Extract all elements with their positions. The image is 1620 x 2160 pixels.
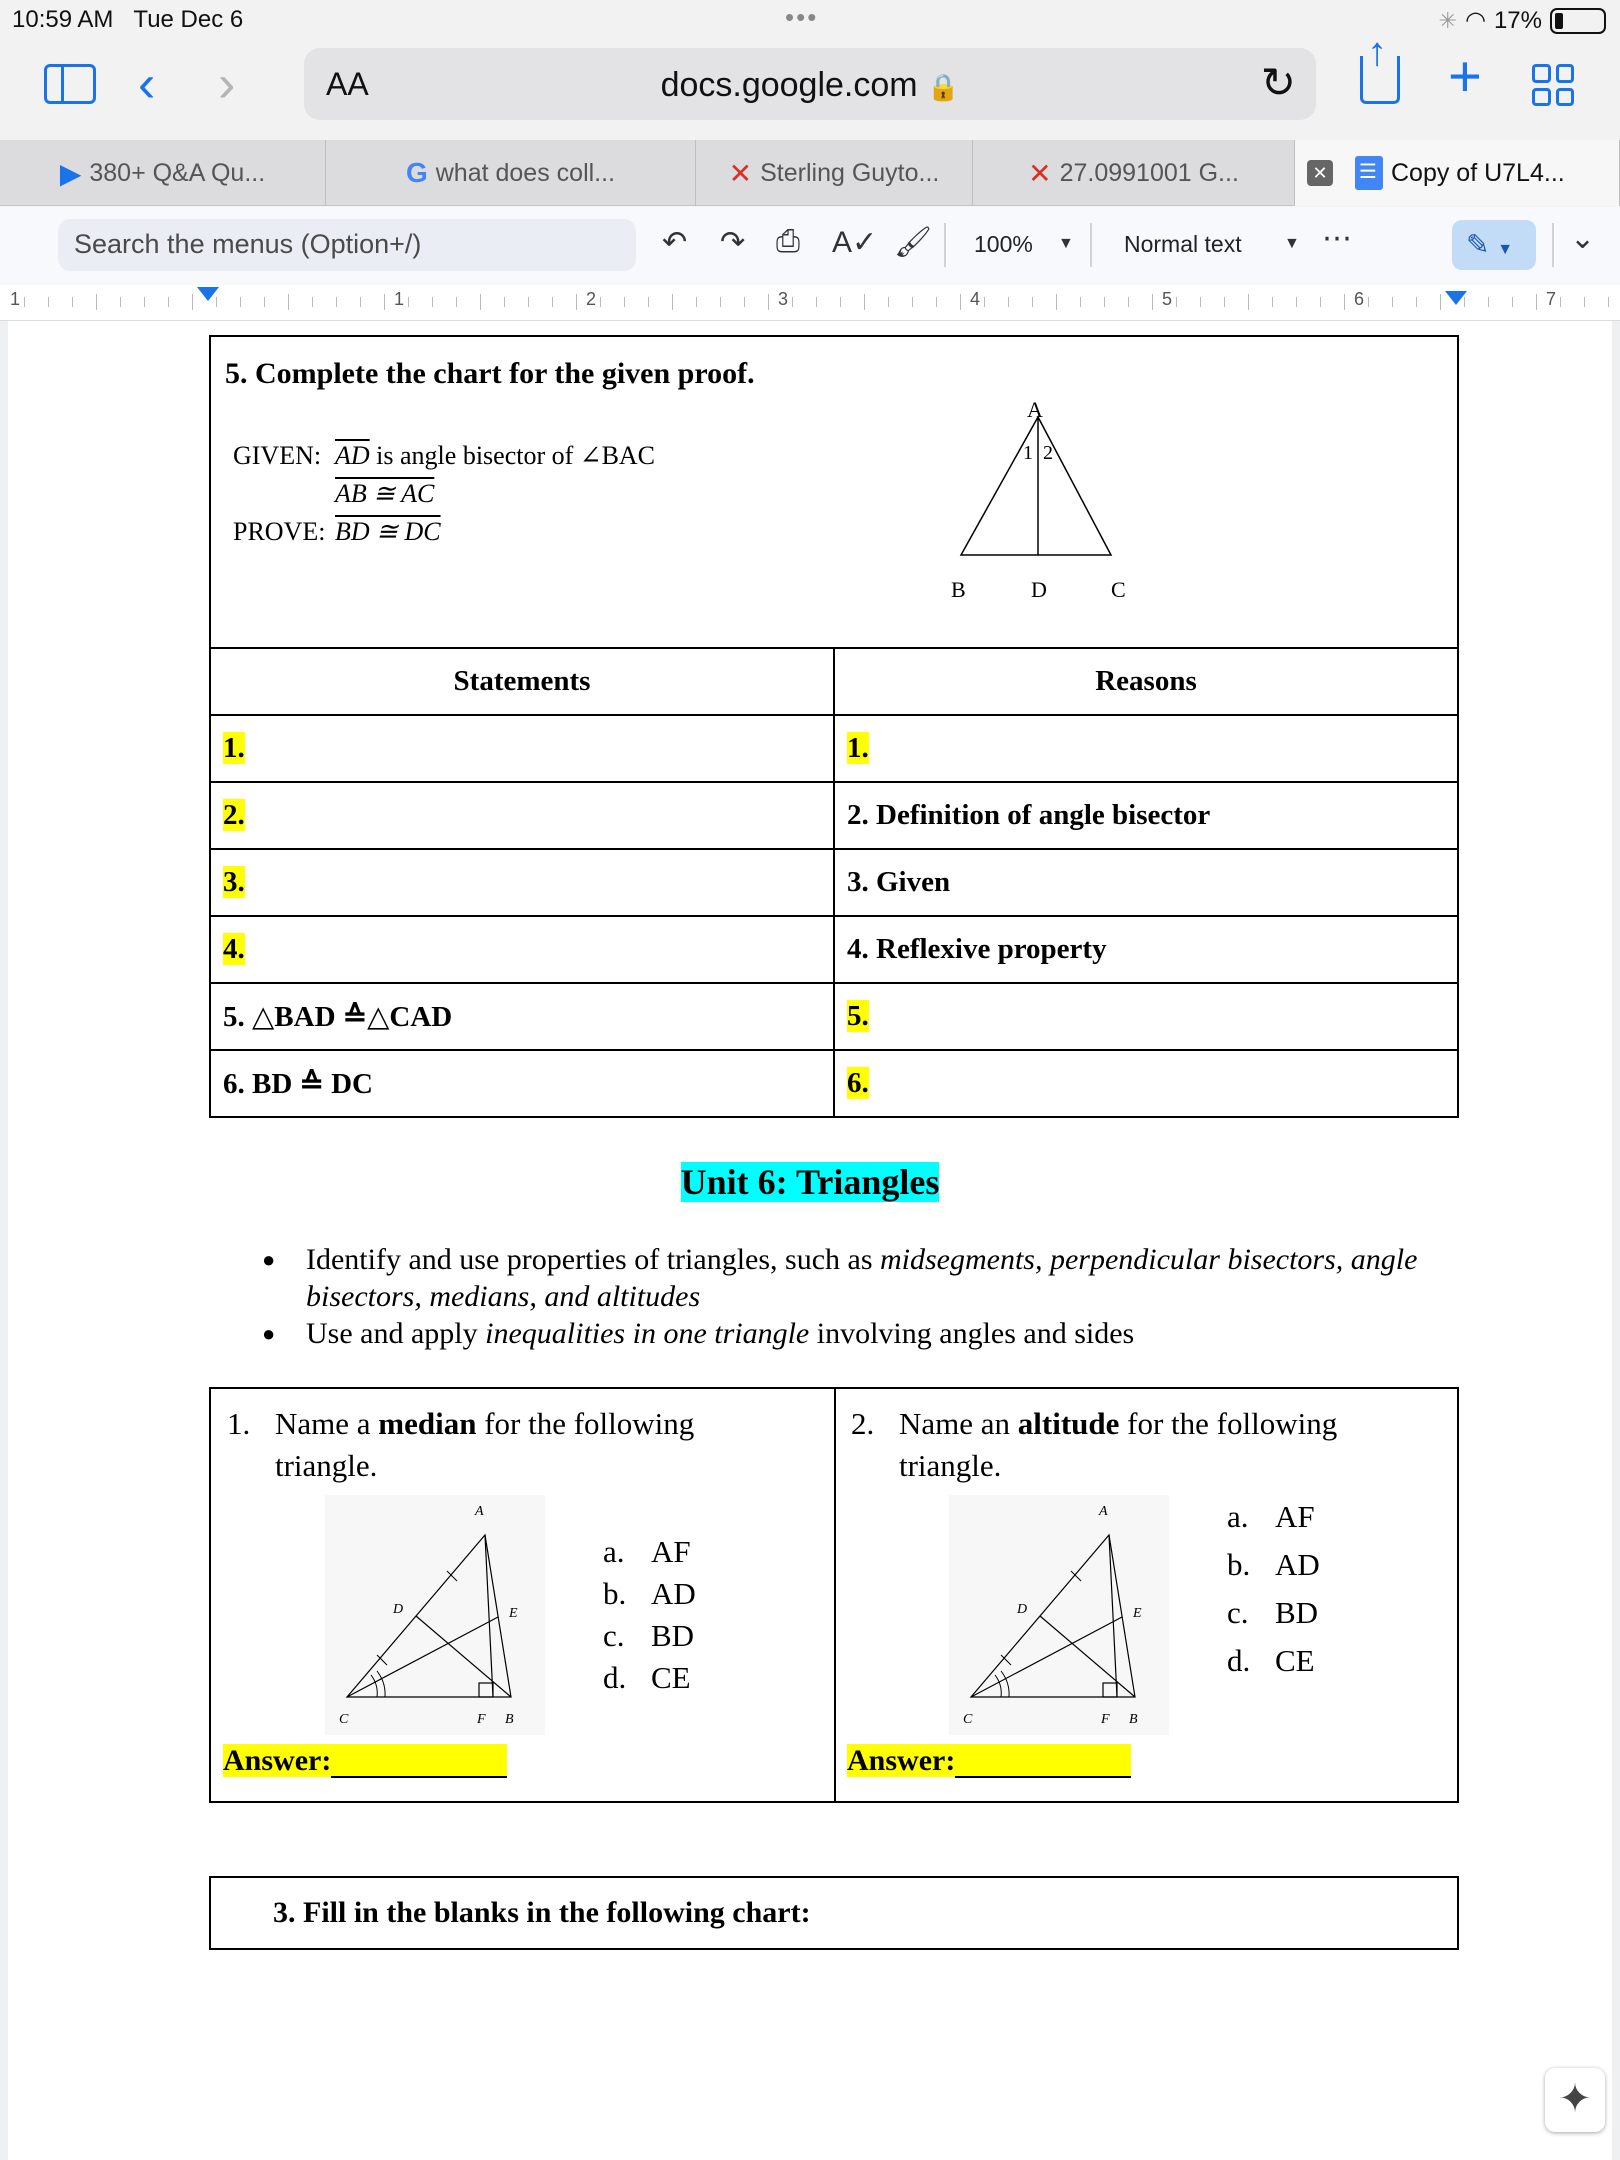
- paragraph-style-select[interactable]: Normal text: [1124, 231, 1242, 257]
- browser-tab[interactable]: ▶ 380+ Q&A Qu...: [0, 140, 326, 206]
- reason-cell[interactable]: 5.: [834, 983, 1458, 1050]
- new-tab-icon[interactable]: +: [1448, 44, 1482, 109]
- angle-label: 2: [1043, 442, 1053, 464]
- table-row: [210, 916, 1458, 983]
- vertex-label: B: [505, 1712, 514, 1727]
- ruler-number: 4: [970, 289, 981, 309]
- menu-search-input[interactable]: Search the menus (Option+/): [58, 219, 636, 271]
- ruler-tick: [1176, 297, 1177, 307]
- ruler-tick: [1296, 297, 1297, 307]
- toolbar-divider: [1552, 223, 1554, 267]
- vertex-label: D: [1031, 577, 1047, 602]
- print-icon[interactable]: ⎙: [776, 225, 800, 258]
- statement-cell[interactable]: 4.: [210, 916, 834, 983]
- reload-icon[interactable]: ↻: [1260, 59, 1296, 106]
- page-margin-right: [1612, 321, 1620, 2160]
- ruler-tick: [384, 294, 385, 310]
- ruler-tick: [960, 294, 961, 310]
- reason-cell[interactable]: 6.: [834, 1050, 1458, 1117]
- choice-option[interactable]: b. AD: [603, 1576, 696, 1611]
- question-altitude: [835, 1389, 1459, 1801]
- ruler-tick: [240, 297, 241, 307]
- choice-option[interactable]: c. BD: [1227, 1595, 1319, 1630]
- ruler-tick: [1440, 294, 1441, 310]
- list-item: ● Identify and use properties of triangles, such as midsegments, perpendicular bisectors, angle bisectors, medians, and altitudes: [262, 1241, 1442, 1315]
- ruler-tick: [768, 294, 769, 310]
- ruler-tick: [1608, 297, 1609, 307]
- ruler-tick: [1392, 297, 1393, 307]
- address-bar[interactable]: [304, 48, 1316, 120]
- vertex-label: F: [1101, 1712, 1110, 1727]
- undo-icon[interactable]: ↶: [662, 226, 688, 259]
- ruler-tick: [24, 297, 25, 307]
- ruler-tick: [1056, 294, 1057, 310]
- statements-header: Statements: [210, 648, 834, 715]
- question-prompt: 2. Name an altitude for the following triangle.: [851, 1406, 1338, 1483]
- table-row: [210, 715, 1458, 782]
- proof-problem-box: [209, 335, 1459, 661]
- ruler-tick: [1464, 297, 1465, 307]
- ruler-tick: [1248, 294, 1249, 310]
- ruler-tick: [672, 294, 673, 310]
- statement-cell[interactable]: 3.: [210, 849, 834, 916]
- ruler-tick: [1224, 297, 1225, 307]
- reason-cell[interactable]: 2. Definition of angle bisector: [834, 782, 1458, 849]
- question-prompt: 1. Name a median for the following triangle.: [227, 1406, 695, 1483]
- given-line-1: is angle bisector of ∠BAC: [369, 441, 656, 470]
- ruler-tick: [1128, 297, 1129, 307]
- safari-toolbar: [0, 40, 1620, 140]
- ruler-number: 6: [1354, 289, 1365, 309]
- vertex-label: A: [1099, 1504, 1108, 1519]
- page-margin-left: [0, 321, 8, 2160]
- vertex-label: F: [477, 1712, 486, 1727]
- ruler-tick: [1344, 294, 1345, 310]
- ruler-tick: [1584, 297, 1585, 307]
- ruler-tick: [144, 297, 145, 307]
- vertex-label: C: [1111, 577, 1126, 602]
- ruler-tick: [1104, 297, 1105, 307]
- statement-cell[interactable]: 2.: [210, 782, 834, 849]
- statement-cell[interactable]: 1.: [210, 715, 834, 782]
- ruler-tick: [720, 297, 721, 307]
- ruler-tick: [432, 297, 433, 307]
- ruler-tick: [264, 297, 265, 307]
- objectives-list: [262, 1241, 1442, 1352]
- given-label: GIVEN:: [233, 441, 322, 470]
- choice-option[interactable]: d. CE: [603, 1660, 691, 1695]
- given-segment: $\overline{AD}$: [335, 441, 370, 470]
- status-right: [1439, 6, 1606, 35]
- lock-icon: 🔒: [927, 72, 960, 102]
- paint-format-icon[interactable]: 🖌: [894, 226, 933, 259]
- ruler-tick: [1152, 294, 1153, 310]
- chevron-down-icon[interactable]: ▼: [1284, 235, 1300, 252]
- ruler-tick: [216, 297, 217, 307]
- proof-triangle-figure: [931, 387, 1191, 607]
- ruler-tick: [1536, 294, 1537, 310]
- choice-option[interactable]: a. AF: [603, 1534, 691, 1569]
- sidebar-toggle-icon[interactable]: [44, 64, 96, 104]
- collapse-toolbar-icon[interactable]: ⌄: [1570, 222, 1596, 255]
- ruler-tick: [120, 297, 121, 307]
- ruler-tick: [912, 297, 913, 307]
- ruler-tick: [888, 297, 889, 307]
- statement-cell[interactable]: 6. BD ≙ DC: [210, 1050, 834, 1117]
- toolbar-divider: [1090, 223, 1092, 267]
- multitasking-dots[interactable]: •••: [785, 2, 819, 32]
- reason-cell[interactable]: 4. Reflexive property: [834, 916, 1458, 983]
- signal-icon: ✳: [1438, 7, 1457, 33]
- explore-sparkle-icon[interactable]: ✦: [1545, 2068, 1605, 2132]
- ruler-tick: [168, 297, 169, 307]
- answer-field[interactable]: Answer:: [847, 1744, 1131, 1778]
- play-icon: ▶: [59, 157, 82, 189]
- status-time: 10:59 AM Tue Dec 6: [12, 6, 244, 33]
- tab-overview-icon[interactable]: [1532, 64, 1574, 106]
- ruler-number: 5: [1162, 289, 1173, 309]
- ruler-tick: [288, 294, 289, 310]
- list-item: ● Use and apply inequalities in one triangle involving angles and sides: [262, 1315, 1442, 1352]
- ruler-tick: [1080, 297, 1081, 307]
- ruler-tick: [480, 294, 481, 310]
- ruler-number: 3: [778, 289, 789, 309]
- triangle-figure: [949, 1495, 1169, 1735]
- vertex-label: B: [1129, 1712, 1138, 1727]
- ruler-number: 2: [586, 289, 597, 309]
- share-icon[interactable]: [1360, 56, 1400, 104]
- ruler-tick: [528, 297, 529, 307]
- ruler-number: 1: [10, 289, 21, 309]
- document-page[interactable]: [0, 321, 1620, 2160]
- docs-toolbar: [0, 207, 1620, 285]
- url-text: docs.google.com 🔒: [660, 66, 960, 104]
- browser-tab-strip: [0, 140, 1620, 206]
- ruler-tick: [1560, 297, 1561, 307]
- ruler-tick: [696, 297, 697, 307]
- unit-title: Unit 6: Triangles: [680, 1162, 940, 1202]
- triangle-figure: [325, 1495, 545, 1735]
- ruler-tick: [312, 297, 313, 307]
- editing-mode-button[interactable]: [1452, 220, 1536, 270]
- ruler-tick: [1320, 297, 1321, 307]
- vertex-label: A: [1027, 397, 1043, 422]
- chevron-down-icon: ▼: [1497, 241, 1514, 258]
- table-row: [210, 782, 1458, 849]
- ruler-tick: [1032, 297, 1033, 307]
- browser-tab-active[interactable]: ✕ ☰ Copy of U7L4...: [1295, 140, 1620, 206]
- x-brand-icon: ✕: [728, 157, 753, 189]
- fill-chart-prompt: 3. Fill in the blanks in the following chart:: [273, 1896, 811, 1929]
- ruler-tick: [336, 297, 337, 307]
- ruler-tick: [576, 294, 577, 310]
- ruler-tick: [504, 297, 505, 307]
- ruler-tick: [456, 297, 457, 307]
- proof-title: 5. Complete the chart for the given proof.: [225, 357, 755, 390]
- ruler-tick: [72, 297, 73, 307]
- ruler-tick: [408, 297, 409, 307]
- ruler-tick: [48, 297, 49, 307]
- question-median: [211, 1389, 835, 1801]
- given-line-2: AB ≅ AC: [335, 479, 435, 508]
- reason-cell[interactable]: 1.: [834, 715, 1458, 782]
- table-row: [210, 1050, 1458, 1117]
- ruler-number: 1: [394, 289, 405, 309]
- ruler-tick: [744, 297, 745, 307]
- browser-tab[interactable]: ✕ 27.0991001 G...: [973, 140, 1295, 206]
- vertex-label: D: [1017, 1602, 1028, 1617]
- ruler-tick: [360, 297, 361, 307]
- statement-cell[interactable]: 5. △BAD ≙△CAD: [210, 983, 834, 1050]
- proof-table: [209, 647, 1459, 1118]
- given-prove-block: [233, 437, 655, 551]
- reason-cell[interactable]: 3. Given: [834, 849, 1458, 916]
- ruler-tick: [1488, 297, 1489, 307]
- ruler-tick: [984, 297, 985, 307]
- vertex-label: E: [1133, 1606, 1142, 1621]
- x-brand-icon: ✕: [1028, 157, 1052, 189]
- ruler-tick: [840, 297, 841, 307]
- google-icon: G: [405, 157, 428, 188]
- ruler-tick: [1200, 297, 1201, 307]
- reasons-header: Reasons: [834, 648, 1458, 715]
- choice-option[interactable]: a. AF: [1227, 1499, 1315, 1534]
- ruler-tick: [792, 297, 793, 307]
- redo-icon[interactable]: ↷: [720, 226, 746, 259]
- browser-tab[interactable]: G what does coll...: [326, 140, 696, 206]
- ruler-tick: [1368, 297, 1369, 307]
- battery-icon: [1550, 8, 1606, 34]
- choice-option[interactable]: d. CE: [1227, 1643, 1315, 1678]
- ruler-tick: [96, 294, 97, 310]
- table-row: [210, 849, 1458, 916]
- table-row: [210, 983, 1458, 1050]
- angle-label: 1: [1023, 442, 1033, 464]
- ruler-tick: [1512, 297, 1513, 307]
- table-header-row: [210, 648, 1458, 715]
- ruler-tick: [816, 297, 817, 307]
- ruler-tick: [1272, 297, 1273, 307]
- ruler-number: 7: [1546, 289, 1557, 309]
- zoom-select[interactable]: 100%: [974, 231, 1033, 257]
- battery-percent: 17%: [1493, 6, 1542, 34]
- question-table: [209, 1387, 1459, 1803]
- forward-icon[interactable]: ›: [218, 55, 236, 113]
- fill-chart-box: [209, 1876, 1459, 1950]
- ruler-tick: [192, 294, 193, 310]
- choice-option[interactable]: b. AD: [1227, 1547, 1320, 1582]
- answer-field[interactable]: Answer:: [223, 1744, 507, 1778]
- vertex-label: C: [963, 1712, 973, 1727]
- close-tab-icon[interactable]: ✕: [1307, 160, 1333, 186]
- ruler-tick: [936, 297, 937, 307]
- ruler[interactable]: [0, 285, 1620, 321]
- answer-choices: [1227, 1493, 1323, 1685]
- ruler-tick: [1008, 297, 1009, 307]
- prove-label: PROVE:: [233, 517, 326, 546]
- ruler-tick: [864, 294, 865, 310]
- answer-choices: [603, 1531, 699, 1699]
- vertex-label: B: [951, 577, 966, 602]
- prove-line: BD ≅ DC: [335, 517, 441, 546]
- text-size-button[interactable]: AA: [326, 66, 369, 102]
- ruler-tick: [600, 297, 601, 307]
- toolbar-divider: [944, 223, 946, 267]
- ruler-tick: [624, 297, 625, 307]
- back-icon[interactable]: ‹: [138, 55, 156, 113]
- vertex-label: C: [339, 1712, 349, 1727]
- more-options-icon[interactable]: ⋯: [1322, 222, 1352, 255]
- ruler-tick: [552, 297, 553, 307]
- pencil-icon: ✎: [1466, 229, 1490, 260]
- docs-icon: [1355, 156, 1383, 190]
- browser-tab[interactable]: ✕ Sterling Guyto...: [696, 140, 973, 206]
- spellcheck-icon[interactable]: A✓: [832, 226, 878, 259]
- choice-option[interactable]: c. BD: [603, 1618, 695, 1653]
- ruler-tick: [1416, 297, 1417, 307]
- vertex-label: A: [475, 1504, 484, 1519]
- chevron-down-icon[interactable]: ▼: [1058, 235, 1074, 252]
- ruler-tick: [648, 297, 649, 307]
- vertex-label: E: [509, 1606, 518, 1621]
- vertex-label: D: [393, 1602, 404, 1617]
- wifi-icon: ◠: [1465, 7, 1486, 34]
